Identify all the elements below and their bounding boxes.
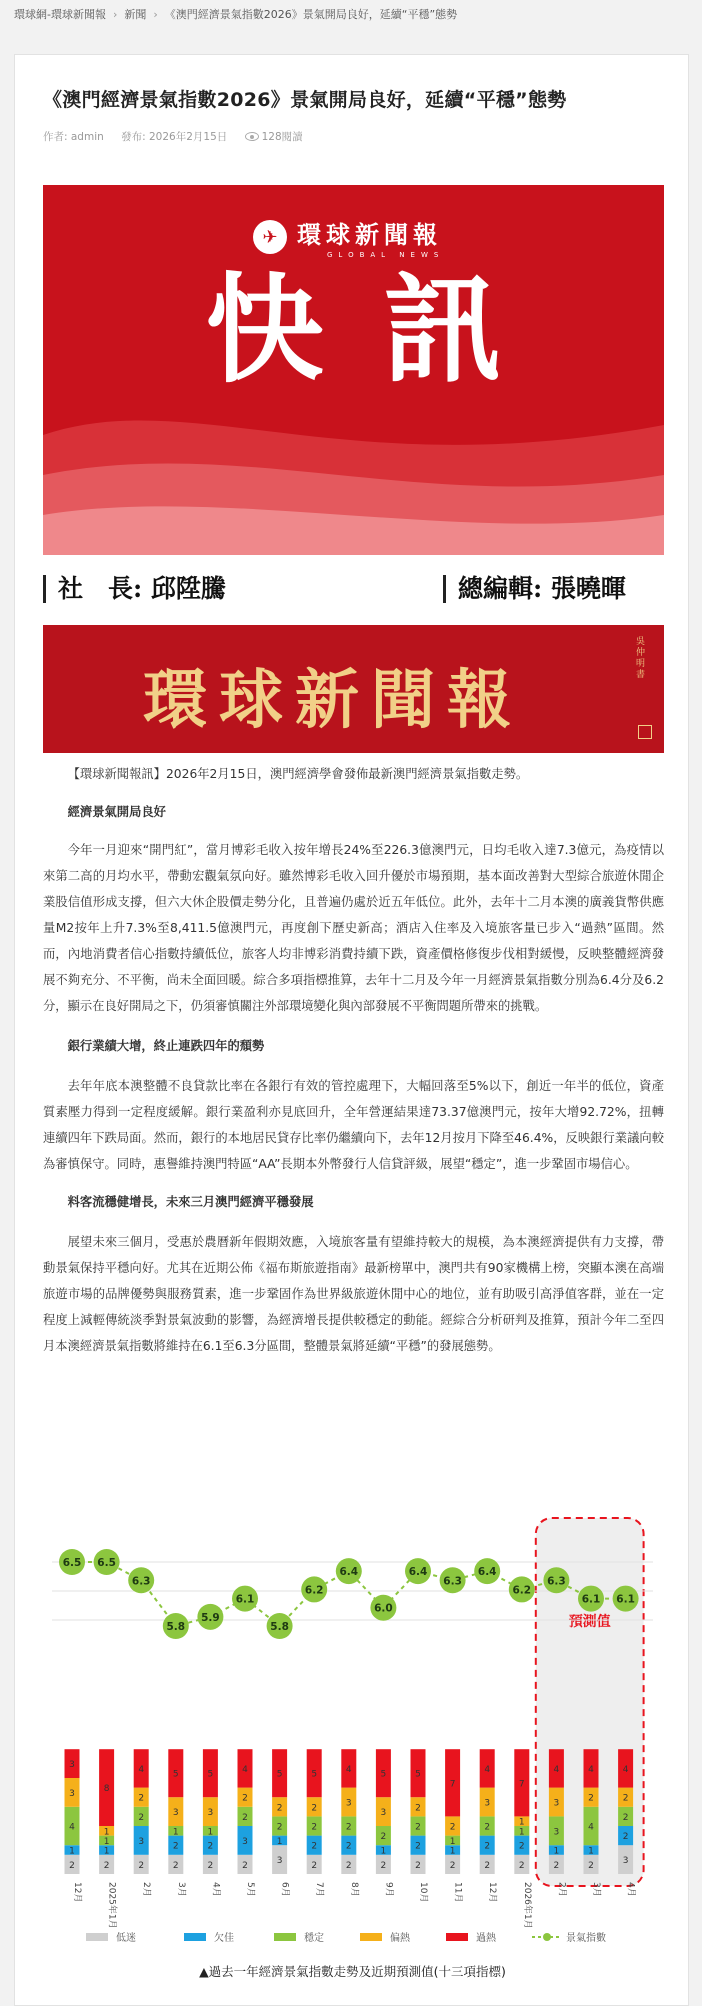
- article-date: 發布: 2026年2月15日: [121, 131, 228, 143]
- bar-value-label: 3: [276, 1856, 283, 1867]
- index-label: 6.2: [512, 1584, 532, 1597]
- index-label: 6.1: [581, 1593, 601, 1606]
- index-chart: [42, 1514, 663, 2000]
- president-label: 社 長: 邱陞騰: [43, 575, 226, 603]
- bar-value-label: 2: [449, 1860, 456, 1871]
- bar-value-label: 2: [311, 1822, 318, 1833]
- bar-value-label: 1: [103, 1846, 110, 1857]
- category-label: 2026年1月: [521, 1882, 532, 1929]
- bar-value-label: 1: [449, 1836, 456, 1847]
- bar-value-label: 3: [380, 1808, 387, 1819]
- bar-value-label: 3: [242, 1836, 248, 1847]
- bar-value-label: 2: [311, 1860, 318, 1871]
- legend-label: 欠佳: [214, 1933, 234, 1944]
- index-label: 6.3: [443, 1575, 462, 1588]
- category-label: 2025年1月: [106, 1882, 117, 1929]
- legend-label: 過熱: [476, 1933, 496, 1944]
- breadcrumb-home-link[interactable]: 環球網-環球新聞報: [14, 8, 106, 21]
- flash-news-banner: [43, 185, 664, 555]
- legend-swatch: [360, 1933, 382, 1941]
- bar-value-label: 2: [415, 1803, 421, 1814]
- index-label: 6.3: [547, 1575, 566, 1588]
- bar-value-label: 4: [69, 1822, 75, 1833]
- bar-value-label: 5: [276, 1769, 283, 1780]
- bar-value-label: 1: [172, 1827, 179, 1838]
- section-heading: 銀行業績大增，終止連跌四年的頹勢: [67, 1039, 265, 1053]
- bar-value-label: 2: [311, 1803, 318, 1814]
- bar-value-label: 4: [553, 1764, 560, 1775]
- bar-value-label: 2: [138, 1793, 145, 1804]
- article-meta: [43, 129, 317, 144]
- breadcrumb-news-link[interactable]: 新聞: [124, 8, 147, 21]
- index-label: 6.1: [235, 1593, 255, 1606]
- bar-value-label: 4: [588, 1764, 594, 1775]
- banner-headline: 快訊: [205, 261, 562, 399]
- bar-value-label: 1: [518, 1817, 525, 1828]
- breadcrumb-separator: ›: [112, 8, 118, 21]
- category-label: 7月: [314, 1882, 325, 1897]
- bar-value-label: 1: [69, 1846, 75, 1857]
- bar-value-label: 2: [345, 1822, 352, 1833]
- category-label: 5月: [245, 1882, 255, 1897]
- seal-icon: [638, 725, 652, 739]
- bar-value-label: 2: [380, 1832, 387, 1843]
- banner-logo: [253, 215, 444, 259]
- bar-value-label: 2: [622, 1812, 629, 1823]
- bar-value-label: 4: [242, 1764, 248, 1775]
- index-label: 6.4: [408, 1566, 428, 1579]
- bar-value-label: 2: [415, 1841, 421, 1852]
- category-label: 9月: [383, 1882, 394, 1897]
- category-label: 4月: [210, 1882, 221, 1897]
- category-label: 12月: [487, 1882, 498, 1903]
- logo-english: GLOBAL NEWS: [327, 251, 445, 259]
- intro-paragraph: 【環球新聞報訊】2026年2月15日，澳門經濟學會發佈最新澳門經濟景氣指數走勢。: [67, 767, 529, 781]
- section-heading: 經濟景氣開局良好: [67, 805, 166, 819]
- bar-value-label: 2: [449, 1822, 456, 1833]
- bar-value-label: 2: [69, 1860, 75, 1871]
- bar-value-label: 1: [276, 1836, 283, 1847]
- legend-label: 景氣指數: [566, 1933, 606, 1944]
- editors-line: [43, 575, 664, 605]
- bar-value-label: 2: [518, 1841, 525, 1852]
- bar-value-label: 2: [553, 1860, 560, 1871]
- bar-value-label: 2: [103, 1860, 110, 1871]
- bar-value-label: 4: [138, 1764, 145, 1775]
- forecast-label: 預測值: [568, 1614, 611, 1630]
- legend-marker: [543, 1933, 551, 1941]
- category-label: 2月: [141, 1882, 152, 1897]
- bar-value-label: 1: [588, 1846, 594, 1857]
- views-count: 128閱讀: [261, 131, 303, 143]
- bar-value-label: 3: [69, 1788, 75, 1799]
- legend-swatch: [274, 1933, 296, 1941]
- bar-value-label: 3: [345, 1798, 352, 1809]
- bar-value-label: 2: [242, 1793, 248, 1804]
- bar-value-label: 5: [380, 1769, 387, 1780]
- bar-value-label: 2: [622, 1793, 629, 1804]
- bar-value-label: 2: [311, 1841, 318, 1852]
- category-label: 6月: [279, 1882, 290, 1897]
- calligraphy-title: 環球新聞報: [143, 663, 523, 738]
- bar-value-label: 3: [138, 1836, 145, 1847]
- index-label: 6.0: [374, 1602, 393, 1615]
- bar-value-label: 2: [518, 1860, 525, 1871]
- legend-label: 偏熱: [390, 1933, 410, 1944]
- bar-value-label: 5: [172, 1769, 179, 1780]
- logo-chinese: 環球新聞報: [297, 220, 442, 249]
- paragraph: 今年一月迎來“開門紅”，當月博彩毛收入按年增長24%至226.3億澳門元，日均毛收入達7.3億元，為疫情以來第二高的月均水平，帶動宏觀氣氛向好。雖然博彩毛收入回升優於市場預期，基本面改善對大型綜合旅遊休閒企業股信值形成支撐，但六大休企股價走勢分化，且普遍仍處於近五年低位。此外，去年十二月本澳的廣義貨幣供應量M2按年上升7.3%至8,411.5億澳門元，再度創下歷史新高；酒店入住率及入境旅客量已步入“過熱”區間。然而，內地消費者信心指數持續低位，旅客人均非博彩消費持續下跌，資產價格修復步伐相對緩慢，反映整體經濟發展不夠充分、不平衡，尚未全面回暖。綜合多項指標推算，去年十二月及今年一月經濟景氣指數分別為6.4分及6.2分，顯示在良好開局之下，仍須審慎關注外部環境變化與內部發展不平衡問題所帶來的挑戰。: [43, 843, 664, 1013]
- bar-value-label: 2: [415, 1822, 421, 1833]
- index-label: 6.4: [477, 1566, 497, 1579]
- paragraph: 去年年底本澳整體不良貸款比率在各銀行有效的管控處理下，大幅回落至5%以下，創近一年半的低位，資產質素壓力得到一定程度緩解。銀行業盈利亦見底回升，全年營運結果達73.37億澳門元，按年大增92.72%，扭轉連續四年下跌局面。然而，銀行的本地居民貸存比率仍繼續向下，去年12月按月下降至46.4%，反映銀行業議向較為審慎保守。同時，惠譽維持澳門特區“AA”長期本外幣發行人信貸評級，展望“穩定”，進一步鞏固市場信心。: [43, 1079, 664, 1171]
- index-label: 6.2: [304, 1584, 324, 1597]
- bar-value-label: 3: [622, 1856, 629, 1867]
- bar-value-label: 5: [207, 1769, 214, 1780]
- bar-value-label: 2: [172, 1860, 179, 1871]
- bar-value-label: 2: [276, 1822, 283, 1833]
- index-label: 6.1: [616, 1593, 635, 1606]
- article-title: 《澳門經濟景氣指數2026》景氣開局良好，延續“平穩”態勢: [43, 89, 567, 111]
- category-label: 3月: [591, 1882, 601, 1897]
- bar-value-label: 7: [449, 1779, 456, 1790]
- bar-value-label: 1: [103, 1836, 110, 1847]
- index-label: 5.8: [270, 1621, 289, 1633]
- index-label: 6.3: [131, 1575, 151, 1588]
- bar-value-label: 8: [103, 1784, 110, 1795]
- article-body: [43, 761, 664, 1359]
- bar-value-label: 1: [207, 1827, 214, 1838]
- eye-icon: [245, 132, 259, 141]
- category-label: 10月: [418, 1882, 428, 1903]
- bar-value-label: 2: [138, 1812, 145, 1823]
- chart-caption: ▲過去一年經濟景氣指數走勢及近期預測值(十三項指標): [199, 1964, 506, 1979]
- index-label: 6.5: [97, 1557, 116, 1569]
- bar-value-label: 1: [518, 1827, 525, 1838]
- bar-value-label: 4: [622, 1764, 629, 1775]
- bar-value-label: 2: [207, 1841, 214, 1852]
- category-label: 11月: [452, 1882, 463, 1903]
- bar-value-label: 2: [588, 1860, 594, 1871]
- category-label: 4月: [625, 1882, 636, 1897]
- legend-swatch: [86, 1933, 108, 1941]
- bar-value-label: 2: [172, 1841, 179, 1852]
- bar-value-label: 3: [484, 1798, 491, 1809]
- bar-value-label: 2: [588, 1793, 594, 1804]
- bar-value-label: 7: [518, 1779, 525, 1790]
- bar-value-label: 2: [345, 1860, 352, 1871]
- breadcrumb-current: 《澳門經濟景氣指數2026》景氣開局良好，延續“平穩”態勢: [164, 8, 458, 21]
- bar-value-label: 1: [553, 1846, 560, 1857]
- bar-value-label: 2: [380, 1860, 387, 1871]
- calligraphy-signature: 吳仲明書: [636, 637, 646, 680]
- bar-value-label: 2: [484, 1841, 491, 1852]
- bar-value-label: 5: [415, 1769, 421, 1780]
- category-label: 2月: [556, 1882, 567, 1897]
- bar-value-label: 4: [484, 1764, 491, 1775]
- bar-value-label: 2: [345, 1841, 352, 1852]
- breadcrumb: [14, 6, 457, 22]
- index-chart-svg: [42, 1514, 663, 1954]
- bar-value-label: 3: [207, 1808, 214, 1819]
- bar-value-label: 3: [69, 1760, 75, 1771]
- bar-value-label: 3: [172, 1808, 179, 1819]
- bar-value-label: 2: [415, 1860, 421, 1871]
- bar-value-label: 2: [138, 1860, 145, 1871]
- bar-value-label: 1: [380, 1846, 387, 1857]
- breadcrumb-separator: ›: [153, 8, 158, 21]
- paragraph: 展望未來三個月，受惠於農曆新年假期效應，入境旅客量有望維持較大的規模，為本澳經濟提供有力支撐，帶動景氣保持平穩向好。尤其在近期公佈《福布斯旅遊指南》最新榜單中，澳門共有90家機構上榜，突顯本澳在高端旅遊市場的品牌優勢與服務質素，進一步鞏固作為世界級旅遊休閒中心的地位，並有助吸引高淨值客群，並在一定程度上減輕傳統淡季對景氣波動的影響，為經濟增長提供較穩定的動能。經綜合分析研判及推算，預計今年二至四月本澳經濟景氣指數將維持在6.1至6.3分區間，整體景氣將延續“平穩”的發展態勢。: [43, 1235, 664, 1353]
- article-views: [245, 131, 303, 143]
- bar-value-label: 2: [242, 1860, 248, 1871]
- bar-value-label: 1: [103, 1827, 110, 1838]
- article-author: 作者: admin: [43, 131, 104, 143]
- bar-value-label: 1: [449, 1846, 456, 1857]
- legend-swatch: [184, 1933, 206, 1941]
- category-label: 12月: [72, 1882, 82, 1903]
- index-label: 5.9: [201, 1611, 220, 1624]
- bar-value-label: 2: [622, 1832, 629, 1843]
- bar-value-label: 2: [276, 1803, 283, 1814]
- index-label: 6.5: [62, 1557, 82, 1569]
- legend-swatch: [446, 1933, 468, 1941]
- bird-icon: ✈: [253, 220, 287, 254]
- bar-value-label: 4: [588, 1822, 594, 1833]
- index-label: 6.4: [339, 1566, 359, 1579]
- bar-value-label: 5: [311, 1769, 318, 1780]
- bar-value-label: 4: [345, 1764, 352, 1775]
- section-heading: 料客流穩健增長，未來三月澳門經濟平穩發展: [67, 1195, 314, 1209]
- editor-label: 總編輯: 張曉暉: [443, 575, 626, 603]
- bar-value-label: 2: [207, 1860, 214, 1871]
- category-label: 3月: [175, 1882, 186, 1897]
- legend-label: 低迷: [116, 1933, 136, 1944]
- category-label: 8月: [348, 1882, 359, 1897]
- bar-value-label: 3: [553, 1798, 560, 1809]
- bar-value-label: 2: [242, 1812, 248, 1823]
- calligraphy-masthead: [43, 625, 664, 753]
- bar-value-label: 3: [553, 1827, 560, 1838]
- index-label: 5.8: [166, 1621, 186, 1633]
- bar-value-label: 2: [484, 1860, 491, 1871]
- bar-value-label: 2: [484, 1822, 491, 1833]
- legend-label: 穩定: [304, 1933, 324, 1944]
